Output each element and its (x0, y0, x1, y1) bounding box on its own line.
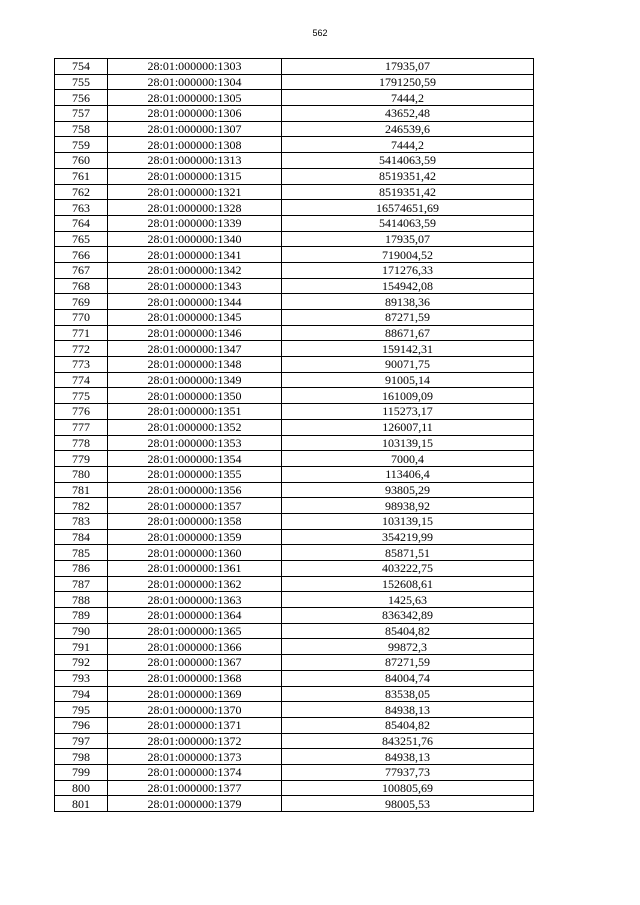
table-row (55, 639, 534, 655)
value-cell: 100805,69 (282, 780, 534, 796)
table-row (55, 419, 534, 435)
row-number-cell: 790 (55, 623, 108, 639)
value-cell: 84938,13 (282, 749, 534, 765)
row-number-cell: 782 (55, 498, 108, 514)
row-number-cell: 779 (55, 451, 108, 467)
table-row (55, 686, 534, 702)
value-cell: 103139,15 (282, 435, 534, 451)
cadastral-number-cell: 28:01:000000:1341 (108, 247, 282, 263)
table-row (55, 576, 534, 592)
table-row (55, 278, 534, 294)
table-row (55, 137, 534, 153)
row-number-cell: 799 (55, 764, 108, 780)
row-number-cell: 759 (55, 137, 108, 153)
value-cell: 154942,08 (282, 278, 534, 294)
cadastral-number-cell: 28:01:000000:1339 (108, 215, 282, 231)
value-cell: 87271,59 (282, 310, 534, 326)
table-row (55, 74, 534, 90)
row-number-cell: 801 (55, 796, 108, 812)
value-cell: 171276,33 (282, 262, 534, 278)
cadastral-number-cell: 28:01:000000:1352 (108, 419, 282, 435)
cadastral-number-cell: 28:01:000000:1304 (108, 74, 282, 90)
cadastral-number-cell: 28:01:000000:1344 (108, 294, 282, 310)
value-cell: 90071,75 (282, 357, 534, 373)
value-cell: 161009,09 (282, 388, 534, 404)
table-row (55, 106, 534, 122)
value-cell: 8519351,42 (282, 168, 534, 184)
table-row (55, 231, 534, 247)
row-number-cell: 789 (55, 608, 108, 624)
row-number-cell: 774 (55, 372, 108, 388)
table-row (55, 451, 534, 467)
table-row (55, 796, 534, 812)
row-number-cell: 795 (55, 702, 108, 718)
table-row (55, 90, 534, 106)
cadastral-number-cell: 28:01:000000:1373 (108, 749, 282, 765)
row-number-cell: 784 (55, 529, 108, 545)
table-row (55, 310, 534, 326)
value-cell: 89138,36 (282, 294, 534, 310)
value-cell: 88671,67 (282, 325, 534, 341)
value-cell: 5414063,59 (282, 215, 534, 231)
table-row (55, 608, 534, 624)
cadastral-number-cell: 28:01:000000:1357 (108, 498, 282, 514)
row-number-cell: 785 (55, 545, 108, 561)
row-number-cell: 762 (55, 184, 108, 200)
cadastral-number-cell: 28:01:000000:1343 (108, 278, 282, 294)
cadastral-value-table (54, 58, 534, 812)
cadastral-number-cell: 28:01:000000:1313 (108, 153, 282, 169)
row-number-cell: 778 (55, 435, 108, 451)
value-cell: 98005,53 (282, 796, 534, 812)
cadastral-number-cell: 28:01:000000:1305 (108, 90, 282, 106)
cadastral-number-cell: 28:01:000000:1364 (108, 608, 282, 624)
value-cell: 103139,15 (282, 513, 534, 529)
cadastral-number-cell: 28:01:000000:1350 (108, 388, 282, 404)
value-cell: 7000,4 (282, 451, 534, 467)
table-row (55, 294, 534, 310)
row-number-cell: 765 (55, 231, 108, 247)
cadastral-number-cell: 28:01:000000:1355 (108, 466, 282, 482)
row-number-cell: 786 (55, 561, 108, 577)
value-cell: 77937,73 (282, 764, 534, 780)
table-row (55, 59, 534, 75)
table-row (55, 200, 534, 216)
row-number-cell: 797 (55, 733, 108, 749)
row-number-cell: 766 (55, 247, 108, 263)
row-number-cell: 763 (55, 200, 108, 216)
row-number-cell: 760 (55, 153, 108, 169)
cadastral-number-cell: 28:01:000000:1307 (108, 121, 282, 137)
cadastral-number-cell: 28:01:000000:1303 (108, 59, 282, 75)
row-number-cell: 758 (55, 121, 108, 137)
cadastral-number-cell: 28:01:000000:1362 (108, 576, 282, 592)
table-row (55, 482, 534, 498)
cadastral-number-cell: 28:01:000000:1349 (108, 372, 282, 388)
row-number-cell: 788 (55, 592, 108, 608)
row-number-cell: 772 (55, 341, 108, 357)
value-cell: 16574651,69 (282, 200, 534, 216)
table-row (55, 388, 534, 404)
table-row (55, 153, 534, 169)
value-cell: 93805,29 (282, 482, 534, 498)
table-row (55, 435, 534, 451)
cadastral-number-cell: 28:01:000000:1354 (108, 451, 282, 467)
table-row (55, 466, 534, 482)
row-number-cell: 781 (55, 482, 108, 498)
value-cell: 403222,75 (282, 561, 534, 577)
row-number-cell: 787 (55, 576, 108, 592)
value-cell: 115273,17 (282, 404, 534, 420)
row-number-cell: 793 (55, 670, 108, 686)
row-number-cell: 769 (55, 294, 108, 310)
row-number-cell: 798 (55, 749, 108, 765)
value-cell: 91005,14 (282, 372, 534, 388)
table-row (55, 670, 534, 686)
row-number-cell: 792 (55, 655, 108, 671)
table-row (55, 780, 534, 796)
row-number-cell: 773 (55, 357, 108, 373)
row-number-cell: 756 (55, 90, 108, 106)
cadastral-number-cell: 28:01:000000:1371 (108, 717, 282, 733)
cadastral-number-cell: 28:01:000000:1358 (108, 513, 282, 529)
value-cell: 1791250,59 (282, 74, 534, 90)
cadastral-number-cell: 28:01:000000:1353 (108, 435, 282, 451)
row-number-cell: 794 (55, 686, 108, 702)
row-number-cell: 776 (55, 404, 108, 420)
cadastral-number-cell: 28:01:000000:1363 (108, 592, 282, 608)
cadastral-number-cell: 28:01:000000:1348 (108, 357, 282, 373)
value-cell: 126007,11 (282, 419, 534, 435)
table-row (55, 764, 534, 780)
table-row (55, 168, 534, 184)
cadastral-number-cell: 28:01:000000:1328 (108, 200, 282, 216)
table-row (55, 247, 534, 263)
value-cell: 246539,6 (282, 121, 534, 137)
value-cell: 152608,61 (282, 576, 534, 592)
value-cell: 836342,89 (282, 608, 534, 624)
table-row (55, 702, 534, 718)
row-number-cell: 771 (55, 325, 108, 341)
row-number-cell: 770 (55, 310, 108, 326)
cadastral-number-cell: 28:01:000000:1374 (108, 764, 282, 780)
cadastral-number-cell: 28:01:000000:1365 (108, 623, 282, 639)
cadastral-number-cell: 28:01:000000:1347 (108, 341, 282, 357)
row-number-cell: 767 (55, 262, 108, 278)
value-cell: 719004,52 (282, 247, 534, 263)
table-row (55, 529, 534, 545)
row-number-cell: 775 (55, 388, 108, 404)
cadastral-number-cell: 28:01:000000:1340 (108, 231, 282, 247)
value-cell: 84004,74 (282, 670, 534, 686)
value-cell: 98938,92 (282, 498, 534, 514)
row-number-cell: 780 (55, 466, 108, 482)
value-cell: 85404,82 (282, 623, 534, 639)
table-row (55, 325, 534, 341)
cadastral-number-cell: 28:01:000000:1368 (108, 670, 282, 686)
cadastral-number-cell: 28:01:000000:1361 (108, 561, 282, 577)
table-row (55, 733, 534, 749)
value-cell: 17935,07 (282, 59, 534, 75)
value-cell: 83538,05 (282, 686, 534, 702)
cadastral-number-cell: 28:01:000000:1366 (108, 639, 282, 655)
row-number-cell: 754 (55, 59, 108, 75)
cadastral-number-cell: 28:01:000000:1342 (108, 262, 282, 278)
table-row (55, 561, 534, 577)
row-number-cell: 796 (55, 717, 108, 733)
page-number: 562 (312, 28, 328, 38)
row-number-cell: 757 (55, 106, 108, 122)
table-row (55, 749, 534, 765)
cadastral-number-cell: 28:01:000000:1356 (108, 482, 282, 498)
value-cell: 99872,3 (282, 639, 534, 655)
value-cell: 87271,59 (282, 655, 534, 671)
table-row (55, 184, 534, 200)
value-cell: 354219,99 (282, 529, 534, 545)
cadastral-number-cell: 28:01:000000:1306 (108, 106, 282, 122)
value-cell: 7444,2 (282, 90, 534, 106)
table-row (55, 262, 534, 278)
row-number-cell: 791 (55, 639, 108, 655)
table-row (55, 372, 534, 388)
cadastral-number-cell: 28:01:000000:1367 (108, 655, 282, 671)
row-number-cell: 768 (55, 278, 108, 294)
table-row (55, 404, 534, 420)
value-cell: 85871,51 (282, 545, 534, 561)
value-cell: 43652,48 (282, 106, 534, 122)
value-cell: 17935,07 (282, 231, 534, 247)
table-row (55, 341, 534, 357)
table-row (55, 717, 534, 733)
value-cell: 85404,82 (282, 717, 534, 733)
cadastral-number-cell: 28:01:000000:1360 (108, 545, 282, 561)
cadastral-number-cell: 28:01:000000:1315 (108, 168, 282, 184)
table-body (55, 59, 534, 812)
row-number-cell: 777 (55, 419, 108, 435)
table-row (55, 513, 534, 529)
row-number-cell: 755 (55, 74, 108, 90)
value-cell: 8519351,42 (282, 184, 534, 200)
cadastral-number-cell: 28:01:000000:1369 (108, 686, 282, 702)
table-row (55, 215, 534, 231)
cadastral-number-cell: 28:01:000000:1377 (108, 780, 282, 796)
table-row (55, 655, 534, 671)
table-row (55, 592, 534, 608)
value-cell: 113406,4 (282, 466, 534, 482)
cadastral-number-cell: 28:01:000000:1379 (108, 796, 282, 812)
cadastral-number-cell: 28:01:000000:1346 (108, 325, 282, 341)
cadastral-number-cell: 28:01:000000:1372 (108, 733, 282, 749)
row-number-cell: 761 (55, 168, 108, 184)
table-row (55, 121, 534, 137)
value-cell: 84938,13 (282, 702, 534, 718)
cadastral-number-cell: 28:01:000000:1351 (108, 404, 282, 420)
table-row (55, 498, 534, 514)
row-number-cell: 800 (55, 780, 108, 796)
cadastral-number-cell: 28:01:000000:1345 (108, 310, 282, 326)
value-cell: 7444,2 (282, 137, 534, 153)
row-number-cell: 764 (55, 215, 108, 231)
row-number-cell: 783 (55, 513, 108, 529)
cadastral-number-cell: 28:01:000000:1359 (108, 529, 282, 545)
table-row (55, 357, 534, 373)
cadastral-number-cell: 28:01:000000:1370 (108, 702, 282, 718)
value-cell: 5414063,59 (282, 153, 534, 169)
value-cell: 1425,63 (282, 592, 534, 608)
table-row (55, 545, 534, 561)
value-cell: 843251,76 (282, 733, 534, 749)
cadastral-number-cell: 28:01:000000:1308 (108, 137, 282, 153)
value-cell: 159142,31 (282, 341, 534, 357)
cadastral-number-cell: 28:01:000000:1321 (108, 184, 282, 200)
table-row (55, 623, 534, 639)
